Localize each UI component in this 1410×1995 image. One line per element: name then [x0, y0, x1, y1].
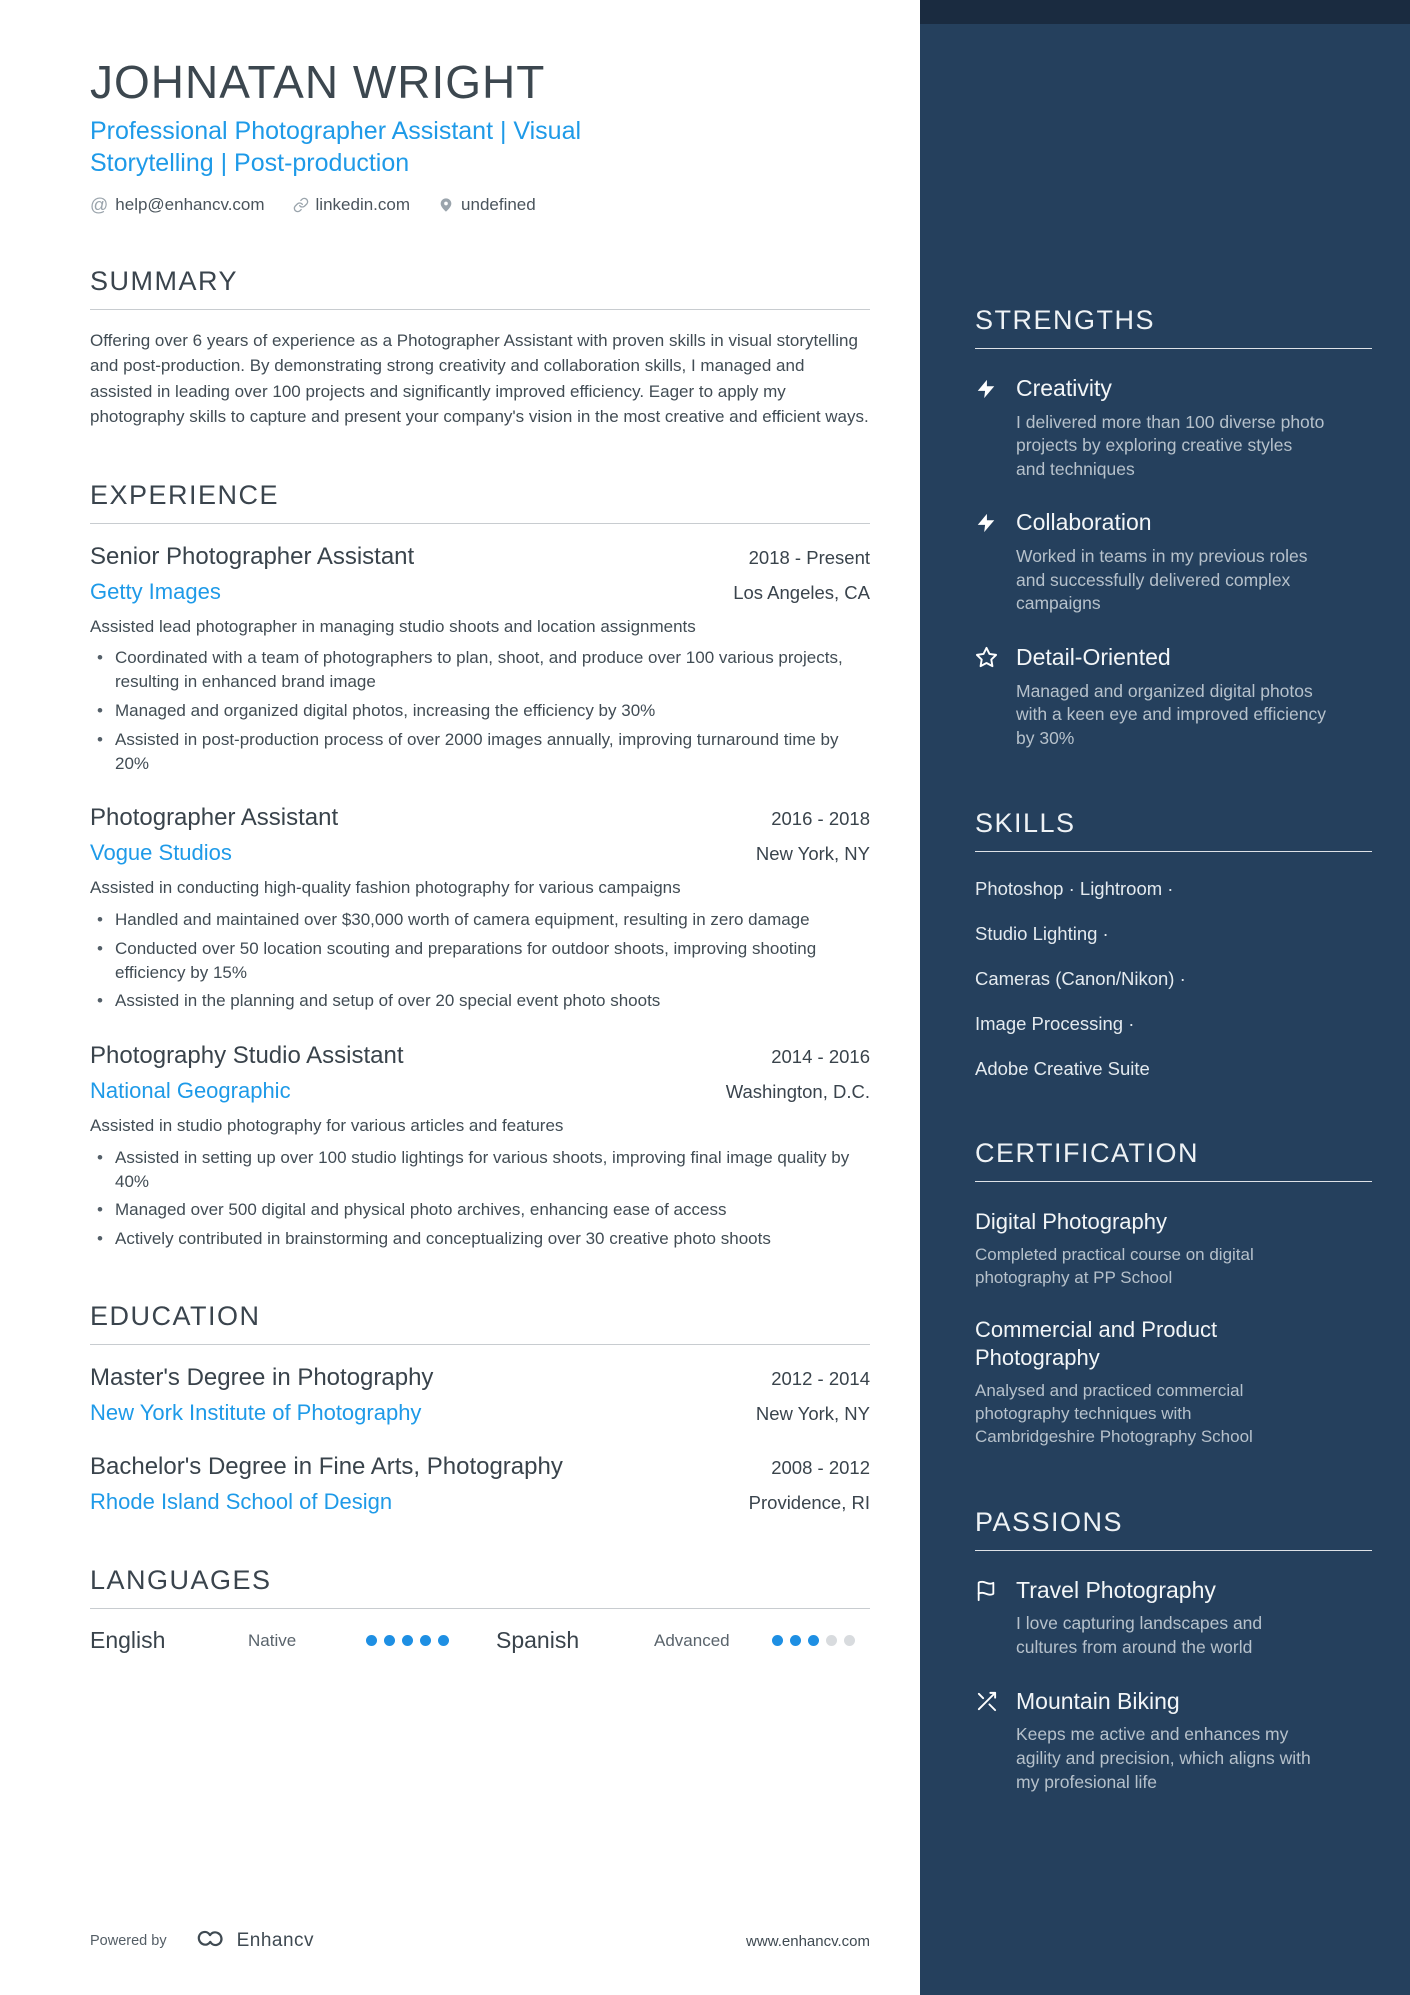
footer-url[interactable]: www.enhancv.com [746, 1932, 870, 1950]
contact-linkedin[interactable] [293, 195, 411, 215]
link-icon [293, 197, 309, 213]
contact-email-text: help@enhancv.com [115, 195, 265, 215]
degree-title: Master's Degree in Photography [90, 1364, 434, 1392]
skill-line: Cameras (Canon/Nikon) · [975, 968, 1186, 990]
languages-row [90, 1627, 870, 1654]
skill-line: Studio Lighting · [975, 923, 1109, 945]
education-heading: EDUCATION [90, 1301, 870, 1345]
languages-heading: LANGUAGES [90, 1565, 870, 1609]
passion-item [975, 1577, 1372, 1660]
strength-text: Managed and organized digital photos with a keen eye and improved efficiency by 30% [1016, 680, 1326, 748]
skill-line: Photoshop · Lightroom · [975, 878, 1174, 900]
at-icon: @ [90, 194, 109, 215]
strength-item [975, 644, 1372, 750]
degree-dates: 2008 - 2012 [771, 1457, 870, 1479]
job-bullet: • Conducted over 50 location scouting and preparations for outdoor shoots, improving shooting efficiency by 15% [90, 937, 850, 985]
job-title: Photography Studio Assistant [90, 1042, 404, 1070]
job-bullet-list [90, 646, 870, 775]
passion-title: Mountain Biking [1016, 1687, 1180, 1714]
level-dot [438, 1635, 449, 1646]
language-entry [496, 1627, 902, 1654]
summary-section [90, 266, 870, 430]
location-icon [438, 197, 454, 213]
passion-text: Keeps me active and enhances my agility and precision, which aligns with my profesional life [1016, 1724, 1311, 1792]
passions-heading: PASSIONS [975, 1507, 1372, 1551]
person-name: JOHNATAN WRIGHT [90, 56, 546, 108]
job-bullet: • Assisted in post-production process of over 2000 images annually, improving turnaround time by 20% [90, 728, 850, 776]
school-location: New York, NY [755, 1403, 870, 1425]
language-entry [90, 1627, 496, 1654]
summary-heading: SUMMARY [90, 266, 870, 310]
school-link[interactable]: Rhode Island School of Design [90, 1489, 393, 1515]
language-level: Native [248, 1630, 297, 1650]
languages-section [90, 1565, 870, 1654]
passion-text: I love capturing landscapes and cultures from around the world [1016, 1613, 1263, 1658]
job-bullet: • Assisted in setting up over 100 studio lightings for various shoots, improving final image quality by 40% [90, 1146, 850, 1194]
level-dot [366, 1635, 377, 1646]
strengths-heading: STRENGTHS [975, 305, 1372, 349]
enhancv-logo-icon [195, 1929, 229, 1953]
job-bullet: • Handled and maintained over $30,000 worth of camera equipment, resulting in zero damage [90, 908, 850, 932]
strength-item [975, 375, 1372, 481]
level-dot [384, 1635, 395, 1646]
certification-text: Analysed and practiced commercial photography techniques with Cambridgeshire Photography School [975, 1381, 1253, 1446]
enhancv-wordmark: Enhancv [236, 1930, 315, 1951]
level-dot [772, 1635, 783, 1646]
contact-location-text: undefined [461, 195, 536, 215]
job-entry [90, 542, 870, 776]
job-bullet: • Managed and organized digital photos, increasing the efficiency by 30% [90, 699, 850, 723]
job-location: Los Angeles, CA [733, 581, 870, 603]
experience-section [90, 480, 870, 1251]
powered-by-label: Powered by [90, 1933, 167, 1949]
education-entry [90, 1452, 870, 1515]
job-dates: 2014 - 2016 [771, 1046, 870, 1068]
strength-title: Collaboration [1016, 509, 1152, 536]
certification-section [975, 1138, 1372, 1448]
skills-heading: SKILLS [975, 808, 1372, 852]
job-company-link[interactable]: National Geographic [90, 1078, 291, 1104]
strength-item [975, 509, 1372, 615]
strengths-section [975, 305, 1372, 750]
level-dot [420, 1635, 431, 1646]
footer [90, 1929, 870, 1953]
language-level-dots [366, 1635, 496, 1646]
job-dates: 2016 - 2018 [771, 808, 870, 830]
enhancv-brand[interactable] [195, 1929, 314, 1953]
strength-title: Creativity [1016, 375, 1112, 401]
strength-title: Detail-Oriented [1016, 643, 1171, 670]
skill-line: Image Processing · [975, 1013, 1135, 1035]
language-name: Spanish [496, 1627, 580, 1654]
job-dates: 2018 - Present [748, 546, 870, 568]
language-name: English [90, 1627, 166, 1654]
lightning-icon [975, 375, 999, 481]
lightning-icon [975, 509, 999, 615]
contact-location [438, 195, 536, 215]
level-dot [402, 1635, 413, 1646]
passions-section [975, 1507, 1372, 1794]
job-title: Senior Photographer Assistant [90, 542, 415, 570]
job-summary: Assisted in studio photography for various articles and features [90, 1116, 564, 1136]
star-icon [975, 644, 999, 750]
school-location: Providence, RI [748, 1492, 870, 1514]
education-entry [90, 1363, 870, 1426]
school-link[interactable]: New York Institute of Photography [90, 1400, 422, 1426]
flag-icon [975, 1577, 999, 1660]
skills-section [975, 808, 1372, 1080]
certification-title: Digital Photography [975, 1209, 1168, 1235]
route-icon [975, 1688, 999, 1794]
degree-dates: 2012 - 2014 [771, 1368, 870, 1390]
job-bullet-list [90, 908, 870, 1013]
strength-text: I delivered more than 100 diverse photo projects by exploring creative styles and techniques [1016, 411, 1325, 479]
job-location: New York, NY [755, 843, 870, 865]
job-bullet-list [90, 1146, 870, 1251]
level-dot [808, 1635, 819, 1646]
level-dot [844, 1635, 855, 1646]
contact-email[interactable] [90, 195, 265, 216]
job-bullet: • Managed over 500 digital and physical photo archives, enhancing ease of access [90, 1198, 850, 1222]
job-title: Photographer Assistant [90, 804, 339, 832]
job-bullet: • Actively contributed in brainstorming and conceptualizing over 30 creative photo shoots [90, 1227, 850, 1251]
passion-item [975, 1688, 1372, 1794]
job-summary: Assisted in conducting high-quality fashion photography for various campaigns [90, 878, 681, 898]
level-dot [826, 1635, 837, 1646]
language-level-dots [772, 1635, 902, 1646]
job-bullet: • Coordinated with a team of photographers to plan, shoot, and produce over 100 various projects, resulting in enhanced brand image [90, 646, 850, 694]
job-entry [90, 803, 870, 1013]
sidebar-top-strip [920, 0, 1410, 24]
certification-title: Commercial and Product Photography [975, 1316, 1218, 1371]
level-dot [790, 1635, 801, 1646]
summary-text: Offering over 6 years of experience as a Photographer Assistant with proven skills in visual storytelling and post-production. By demonstrating strong creativity and collaboration skills, I managed and assisted in leading over 100 projects and significantly improved efficiency. Eager to apply my photography skills to capture and present your company's vision in the most creative and efficient ways. [90, 330, 869, 427]
contact-linkedin-text: linkedin.com [315, 195, 411, 215]
job-bullet: • Assisted in the planning and setup of over 20 special event photo shoots [90, 989, 850, 1013]
certification-text: Completed practical course on digital photography at PP School [975, 1245, 1254, 1287]
job-entry [90, 1041, 870, 1251]
contact-row [90, 195, 870, 216]
person-headline: Professional Photographer Assistant | Visual Storytelling | Post-production [90, 117, 582, 177]
job-company-link[interactable]: Getty Images [90, 578, 221, 604]
job-location: Washington, D.C. [725, 1081, 870, 1103]
strength-text: Worked in teams in my previous roles and successfully delivered complex campaigns [1016, 546, 1308, 614]
resume-sidebar [920, 0, 1410, 1995]
job-company-link[interactable]: Vogue Studios [90, 840, 232, 866]
skill-line: Adobe Creative Suite [975, 1058, 1150, 1080]
resume-header [90, 58, 870, 216]
experience-heading: EXPERIENCE [90, 480, 870, 524]
passion-title: Travel Photography [1016, 1576, 1216, 1603]
degree-title: Bachelor's Degree in Fine Arts, Photography [90, 1453, 563, 1481]
certification-item [975, 1316, 1372, 1449]
job-summary: Assisted lead photographer in managing studio shoots and location assignments [90, 616, 696, 636]
language-level: Advanced [654, 1630, 730, 1650]
certification-heading: CERTIFICATION [975, 1138, 1372, 1182]
certification-item [975, 1208, 1372, 1289]
education-section [90, 1301, 870, 1515]
